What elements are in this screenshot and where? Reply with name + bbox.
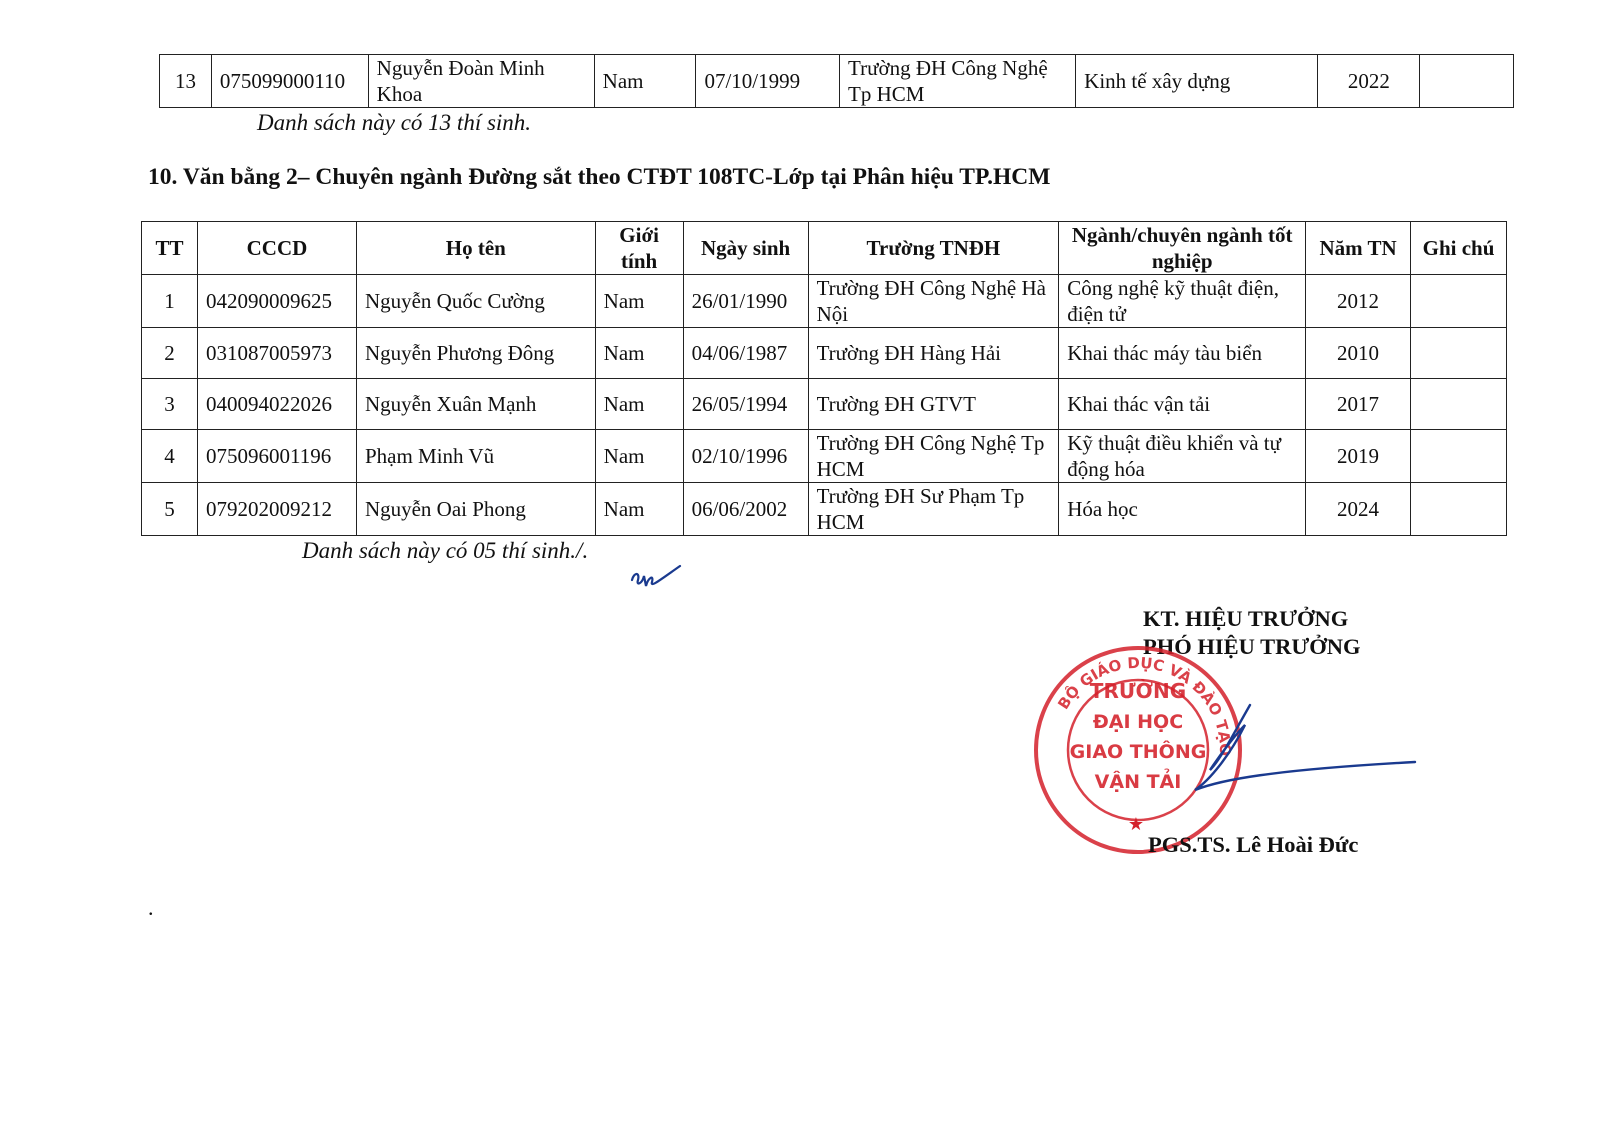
stamp-line-2: ĐẠI HỌC [1092,711,1184,733]
table-header-row [142,222,1507,275]
cell-ghi-chu [1411,379,1507,430]
cell-nam-tn: 2019 [1306,430,1411,483]
stamp-line-1: TRƯỜNG [1089,679,1187,703]
cell-ngay-sinh: 26/01/1990 [683,275,808,328]
signature-title-2: PHÓ HIỆU TRƯỞNG [1143,634,1361,659]
cell-ghi-chu [1411,275,1507,328]
cell-nganh: Kinh tế xây dựng [1076,55,1318,108]
table-row [142,430,1507,483]
cell-truong: Trường ĐH Sư Phạm Tp HCM [808,483,1059,536]
header-truong: Trường TNĐH [808,222,1059,275]
cell-ho-ten: Nguyễn Đoàn Minh Khoa [368,55,594,108]
cell-cccd: 042090009625 [197,275,356,328]
cell-cccd: 031087005973 [197,328,356,379]
cell-ghi-chu [1411,483,1507,536]
cell-gioi-tinh: Nam [595,275,683,328]
cell-nam-tn: 2017 [1306,379,1411,430]
cell-truong: Trường ĐH Công Nghệ Hà Nội [808,275,1059,328]
cell-nganh: Kỹ thuật điều khiển và tự động hóa [1059,430,1306,483]
trailing-mark: . [148,895,154,920]
cell-ho-ten: Phạm Minh Vũ [356,430,595,483]
cell-gioi-tinh: Nam [595,328,683,379]
candidate-list-note: Danh sách này có 05 thí sinh./. [302,538,589,563]
cell-ho-ten: Nguyễn Xuân Mạnh [356,379,595,430]
cell-tt: 2 [142,328,198,379]
stamp-line-4: VẬN TẢI [1094,771,1182,793]
cell-gioi-tinh: Nam [594,55,696,108]
cell-nganh: Khai thác máy tàu biển [1059,328,1306,379]
signatory-name: PGS.TS. Lê Hoài Đức [1148,832,1359,857]
section-title: 10. Văn bằng 2– Chuyên ngành Đường sắt theo CTĐT 108TC-Lớp tại Phân hiệu TP.HCM [148,164,1051,190]
cell-nam-tn: 2024 [1306,483,1411,536]
cell-ghi-chu [1411,328,1507,379]
cell-ho-ten: Nguyễn Quốc Cường [356,275,595,328]
cell-tt: 4 [142,430,198,483]
header-gioi-tinh: Giới tính [595,222,683,275]
cell-nganh: Công nghệ kỹ thuật điện, điện tử [1059,275,1306,328]
table-row [160,55,1514,108]
table-row [142,275,1507,328]
initials-mark [630,562,690,598]
cell-ngay-sinh: 07/10/1999 [696,55,840,108]
header-cccd: CCCD [197,222,356,275]
table-row [142,328,1507,379]
cell-cccd: 075099000110 [211,55,368,108]
header-ho-ten: Họ tên [356,222,595,275]
handwritten-signature [1150,700,1420,820]
cell-ghi-chu [1420,55,1514,108]
cell-nam-tn: 2012 [1306,275,1411,328]
cell-tt: 1 [142,275,198,328]
cell-ngay-sinh: 04/06/1987 [683,328,808,379]
header-ngay-sinh: Ngày sinh [683,222,808,275]
cell-gioi-tinh: Nam [595,483,683,536]
signature-title-1: KT. HIỆU TRƯỞNG [1143,606,1349,631]
cell-ngay-sinh: 26/05/1994 [683,379,808,430]
cell-ngay-sinh: 02/10/1996 [683,430,808,483]
cell-gioi-tinh: Nam [595,430,683,483]
cell-ho-ten: Nguyễn Phương Đông [356,328,595,379]
signature-stroke [1195,705,1415,790]
cell-nganh: Hóa học [1059,483,1306,536]
initials-stroke [632,566,680,586]
stamp-ring-text: BỘ GIÁO DỤC VÀ ĐÀO TẠO [1054,653,1235,757]
cell-truong: Trường ĐH Hàng Hải [808,328,1059,379]
header-tt: TT [142,222,198,275]
cell-cccd: 079202009212 [197,483,356,536]
header-nganh: Ngành/chuyên ngành tốt nghiệp [1059,222,1306,275]
cell-nam-tn: 2010 [1306,328,1411,379]
cell-truong: Trường ĐH Công Nghệ Tp HCM [840,55,1076,108]
cell-tt: 5 [142,483,198,536]
cell-cccd: 040094022026 [197,379,356,430]
table-row [142,483,1507,536]
header-nam-tn: Năm TN [1306,222,1411,275]
cell-cccd: 075096001196 [197,430,356,483]
cell-truong: Trường ĐH GTVT [808,379,1059,430]
previous-list-note: Danh sách này có 13 thí sinh. [257,110,532,135]
cell-tt: 13 [160,55,212,108]
previous-list-table [159,54,1514,108]
cell-truong: Trường ĐH Công Nghệ Tp HCM [808,430,1059,483]
cell-ngay-sinh: 06/06/2002 [683,483,808,536]
cell-nganh: Khai thác vận tải [1059,379,1306,430]
stamp-star-icon: ★ [1127,814,1145,834]
cell-ho-ten: Nguyễn Oai Phong [356,483,595,536]
cell-tt: 3 [142,379,198,430]
candidate-table [141,221,1507,536]
header-ghi-chu: Ghi chú [1411,222,1507,275]
cell-gioi-tinh: Nam [595,379,683,430]
cell-nam-tn: 2022 [1318,55,1420,108]
table-row [142,379,1507,430]
stamp-line-3: GIAO THÔNG [1069,741,1207,763]
cell-ghi-chu [1411,430,1507,483]
